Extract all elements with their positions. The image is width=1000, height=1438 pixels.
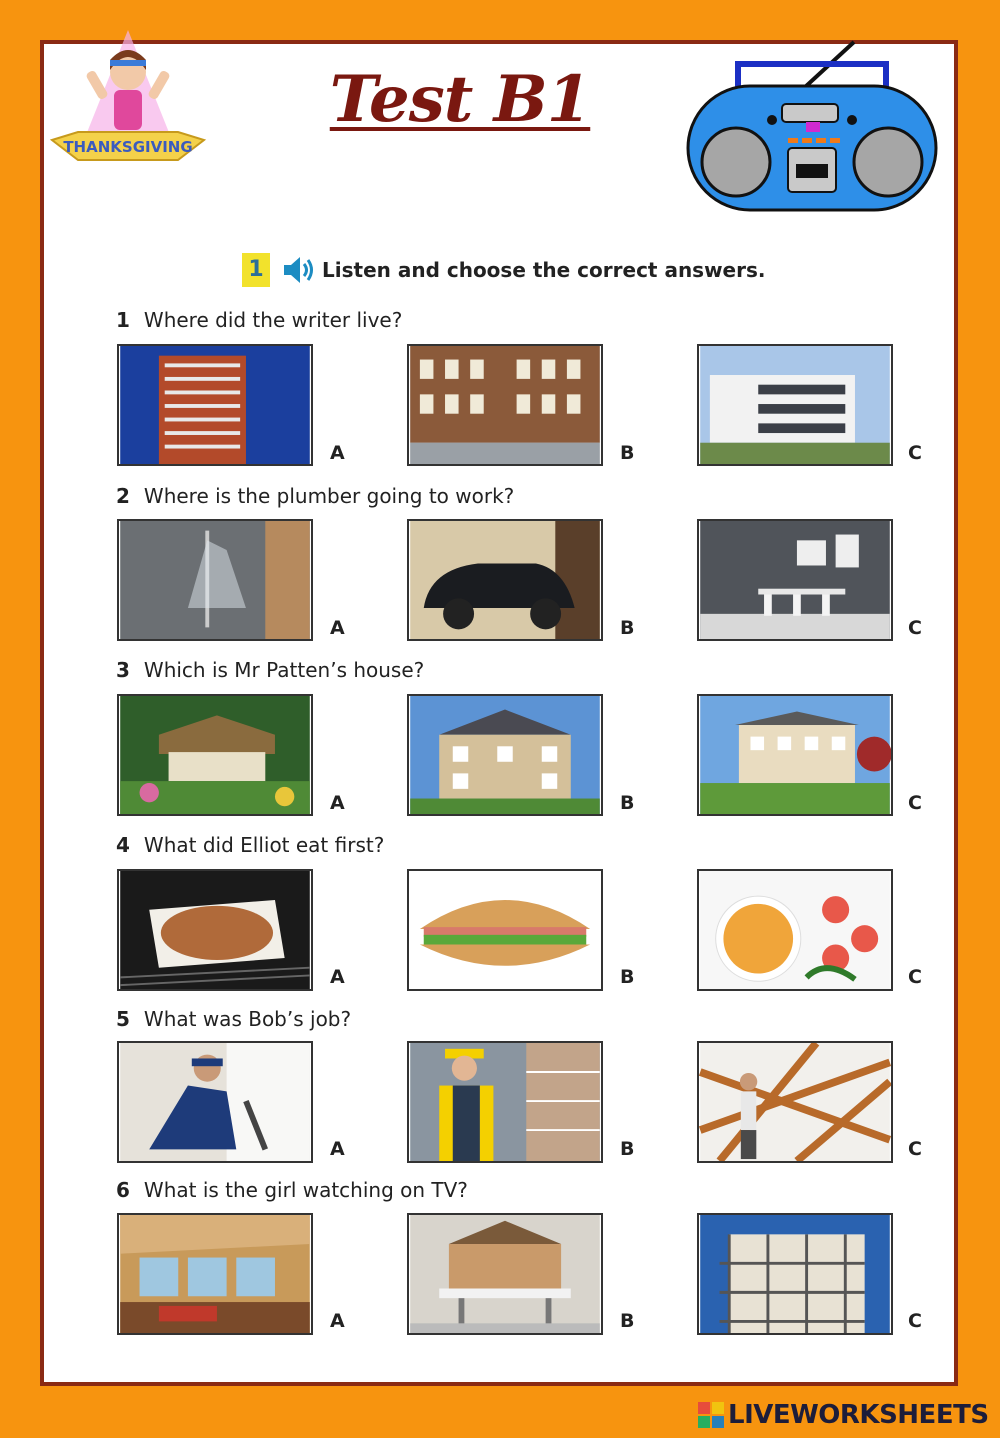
question-number: 3	[116, 658, 130, 682]
q5-option-a-image[interactable]	[117, 1041, 313, 1163]
question-number: 5	[116, 1007, 130, 1031]
q5-letter-a: A	[330, 1138, 345, 1160]
q5-letter-c: C	[908, 1138, 922, 1160]
avatar-banner-text: THANKSGIVING	[63, 138, 193, 156]
q6-option-b-image[interactable]	[407, 1213, 603, 1335]
q1-option-b-image[interactable]	[407, 344, 603, 466]
q3-option-c-image[interactable]	[697, 694, 893, 816]
question-text: What is the girl watching on TV?	[143, 1178, 468, 1202]
avatar-illustration	[48, 20, 208, 180]
instruction-text: Listen and choose the correct answers.	[322, 258, 766, 282]
q1-letter-b: B	[620, 442, 635, 464]
q3-letter-b: B	[620, 792, 635, 814]
q1-letter-a: A	[330, 442, 345, 464]
q2-option-c-image[interactable]	[697, 519, 893, 641]
q3-option-a-image[interactable]	[117, 694, 313, 816]
liveworksheets-logo	[698, 1400, 989, 1430]
q6-letter-a: A	[330, 1310, 345, 1332]
q2-option-b-image[interactable]	[407, 519, 603, 641]
question-5	[116, 1007, 351, 1031]
question-4	[116, 833, 384, 857]
q3-letter-a: A	[330, 792, 345, 814]
avatar-badge	[48, 20, 208, 180]
q6-option-a-image[interactable]	[117, 1213, 313, 1335]
q2-letter-c: C	[908, 617, 922, 639]
question-6	[116, 1178, 468, 1202]
q1-letter-c: C	[908, 442, 922, 464]
q2-option-a-image[interactable]	[117, 519, 313, 641]
q6-letter-b: B	[620, 1310, 635, 1332]
q5-option-b-image[interactable]	[407, 1041, 603, 1163]
exercise-number-badge: 1	[242, 253, 270, 287]
q4-option-c-image[interactable]	[697, 869, 893, 991]
question-number: 4	[116, 833, 130, 857]
q4-option-b-image[interactable]	[407, 869, 603, 991]
q6-letter-c: C	[908, 1310, 922, 1332]
page-title: Test B1	[329, 62, 591, 137]
q4-letter-a: A	[330, 966, 345, 988]
question-text: Where did the writer live?	[143, 308, 403, 332]
question-text: What was Bob’s job?	[143, 1007, 352, 1031]
q4-letter-b: B	[620, 966, 635, 988]
boombox-icon	[684, 40, 940, 216]
logo-blocks-icon	[698, 1402, 724, 1428]
q1-option-a-image[interactable]	[117, 344, 313, 466]
q2-letter-a: A	[330, 617, 345, 639]
q5-option-c-image[interactable]	[697, 1041, 893, 1163]
audio-speaker-icon[interactable]	[282, 255, 316, 285]
question-text: Which is Mr Patten’s house?	[143, 658, 425, 682]
question-text: Where is the plumber going to work?	[143, 484, 515, 508]
q2-letter-b: B	[620, 617, 635, 639]
question-number: 1	[116, 308, 130, 332]
footer-brand-text: LIVEWORKSHEETS	[728, 1400, 989, 1430]
question-text: What did Elliot eat first?	[143, 833, 385, 857]
q1-option-c-image[interactable]	[697, 344, 893, 466]
q4-option-a-image[interactable]	[117, 869, 313, 991]
question-1	[116, 308, 402, 332]
q5-letter-b: B	[620, 1138, 635, 1160]
q4-letter-c: C	[908, 966, 922, 988]
q6-option-c-image[interactable]	[697, 1213, 893, 1335]
question-number: 2	[116, 484, 130, 508]
question-3	[116, 658, 424, 682]
question-number: 6	[116, 1178, 130, 1202]
exercise-instruction	[242, 252, 766, 288]
q3-option-b-image[interactable]	[407, 694, 603, 816]
question-2	[116, 484, 514, 508]
q3-letter-c: C	[908, 792, 922, 814]
